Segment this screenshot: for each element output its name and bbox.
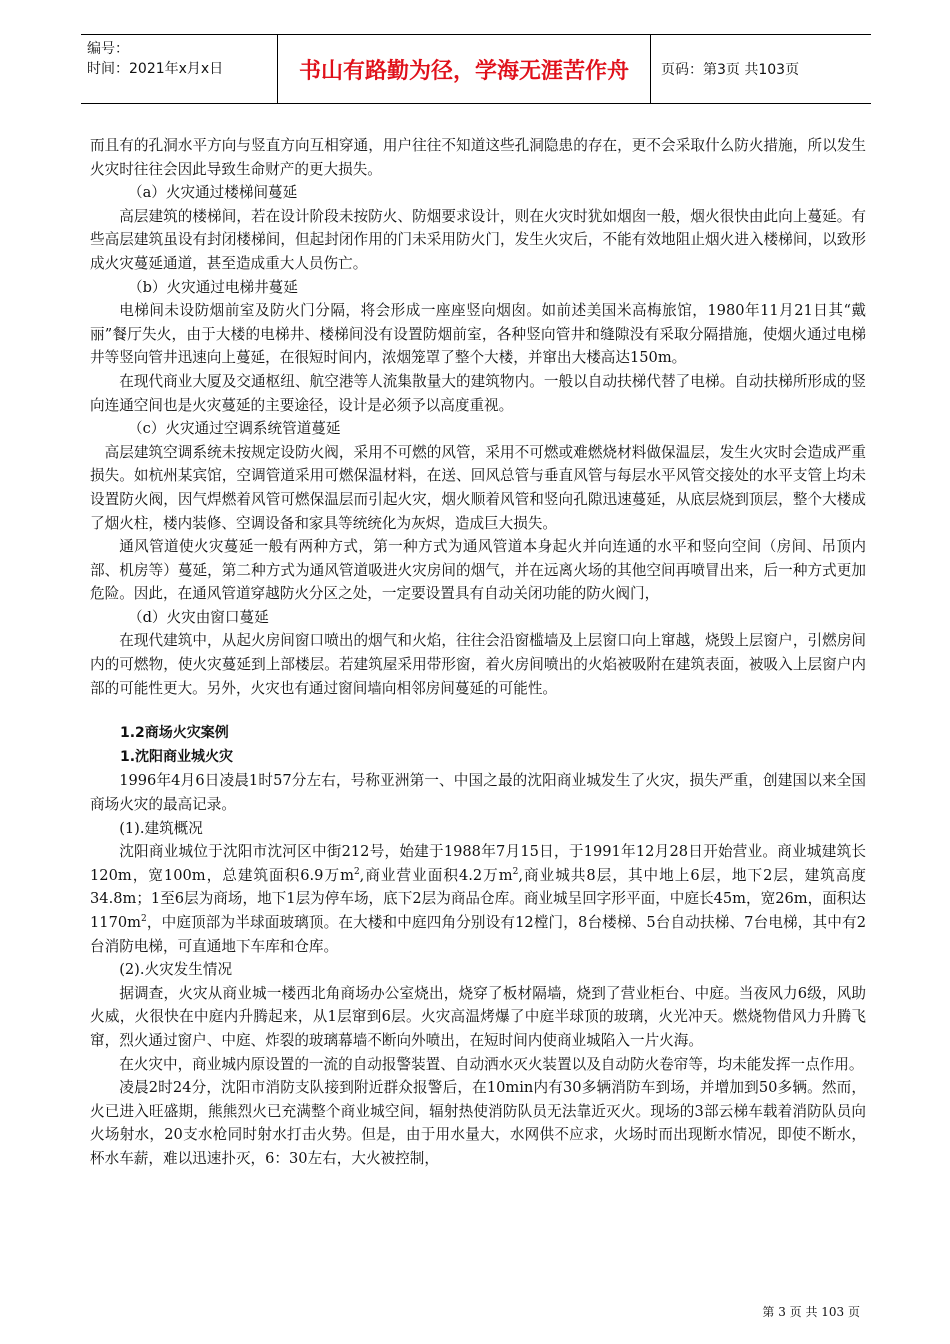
superscript: 2 — [512, 866, 519, 877]
section-heading: 1.2商场火灾案例 — [120, 725, 229, 742]
text-run: ,商业营业面积4.2万m — [359, 866, 513, 884]
paragraph: 据调查，火灾从商业城一楼西北角商场办公室烧出，烧穿了板材隔墙，烧到了营业柜台、中庭。当夜风力6级，风助火威，火很快在中庭内升腾起来，从1层窜到6层。火灾高温烤爆了中庭半球顶的玻璃，火光冲天。燃烧物借风力升腾飞窜，烈火通过窗户、中庭、炸裂的玻璃幕墙不断向外喷出，在短时间内使商业城陷入一片火海。 — [90, 984, 866, 1049]
paragraph: 高层建筑的楼梯间，若在设计阶段未按防火、防烟要求设计，则在火灾时犹如烟囱一般，烟火很快由此向上蔓延。有些高层建筑虽设有封闭楼梯间，但起封闭作用的门未采用防火门，发生火灾后，不能有效地阻止烟火进入楼梯间，以致形成火灾蔓延通道，甚至造成重大人员伤亡。 — [90, 207, 866, 272]
document-body — [90, 134, 866, 1171]
paragraph: 在现代建筑中，从起火房间窗口喷出的烟气和火焰，往往会沿窗槛墙及上层窗口向上窜越，烧毁上层窗户，引燃房间内的可燃物，使火灾蔓延到上部楼层。若建筑屋采用带形窗，着火房间喷出的火焰被吸附在建筑表面，被吸入上层窗户内部的可能性更大。另外，火灾也有通过窗间墙向相邻房间蔓延的可能性。 — [90, 632, 866, 697]
header-left-cell — [81, 35, 278, 103]
text-run: ,商业城共8层，其中地上6层，地下2层，建筑高度34.8m；1至6层为商场，地下1层为停车场，底下2层为商品仓库。商业城呈回字形平面，中庭长45m，宽26m，面积达1170m — [90, 866, 867, 931]
subheading: (1).建筑概况 — [119, 819, 203, 837]
paragraph: 在火灾中，商业城内原设置的一流的自动报警装置、自动洒水灭火装置以及自动防火卷帘等，均未能发挥一点作用。 — [119, 1055, 864, 1073]
subheading: （b）火灾通过电梯井蔓延 — [128, 278, 298, 296]
header-page-info: 页码：第3页 共103页 — [661, 62, 800, 78]
subheading: （a）火灾通过楼梯间蔓延 — [128, 184, 298, 202]
paragraph: 在现代商业大厦及交通枢纽、航空港等人流集散量大的建筑物内。一般以自动扶梯代替了电梯。自动扶梯所形成的竖向连通空间也是火灾蔓延的主要途径，设计是必须予以高度重视。 — [90, 372, 866, 414]
header-motto: 书山有路勤为径，学海无涯苦作舟 — [278, 35, 651, 103]
page-header — [81, 34, 871, 104]
page-footer: 第 3 页 共 103 页 — [762, 1305, 860, 1319]
subheading: (2).火灾发生情况 — [119, 961, 233, 979]
time-label: 时间：2021年x月x日 — [87, 61, 224, 77]
case-heading: 1.沈阳商业城火灾 — [120, 748, 234, 765]
subheading: （c）火灾通过空调系统管道蔓延 — [128, 420, 341, 438]
paragraph: 1996年4月6日凌晨1时57分左右，号称亚洲第一、中国之最的沈阳商业城发生了火灾，损失严重，创建国以来全国商场火灾的最高记录。 — [90, 772, 866, 814]
paragraph: 通风管道使火灾蔓延一般有两种方式，第一种方式为通风管道本身起火并向连通的水平和竖向空间（房间、吊顶内部、机房等）蔓延，第二种方式为通风管道吸进火灾房间的烟气，并在远离火场的其他空间再喷冒出来，后一种方式更加危险。因此，在通风管道穿越防火分区之处，一定要设置具有自动关闭功能的防火阀门， — [90, 538, 866, 603]
paragraph: 凌晨2时24分，沈阳市消防支队接到附近群众报警后，在10min内有30多辆消防车到场，并增加到50多辆。然而，火已进入旺盛期，熊熊烈火已充满整个商业城空间，辐射热使消防队员无法靠近灭火。现场的3部云梯车载着消防队员向火场射水，20支水枪同时射水打击火势。但是，由于用水量大，水网供不应求，火场时而出现断水情况，即使不断水，杯水车薪，难以迅速扑灭，6：30左右，大火被控制， — [90, 1079, 866, 1167]
paragraph: 电梯间未设防烟前室及防火门分隔，将会形成一座座竖向烟囱。如前述美国米高梅旅馆，1980年11月21日其“戴丽”餐厅失火，由于大楼的电梯井、楼梯间没有设置防烟前室，各种竖向管井和缝隙没有采取分隔措施，使烟火通过电梯井等竖向管井迅速向上蔓延，在很短时间内，浓烟笼罩了整个大楼，并窜出大楼高达150m。 — [90, 302, 866, 367]
paragraph: 而且有的孔洞水平方向与竖直方向互相穿通，用户往往不知道这些孔洞隐患的存在，更不会采取什么防火措施，所以发生火灾时往往会因此导致生命财产的更大损失。 — [90, 137, 866, 178]
text-run: 沈阳商业城位于沈阳市沈河区中街212号，始建于1988年7月15日，于1991年12月28日开始营业。商业城建筑长120m，宽100m，总建筑面积6.9万m — [90, 843, 866, 884]
subheading: （d）火灾由窗口蔓延 — [128, 608, 269, 626]
superscript: 2 — [140, 914, 147, 925]
paragraph-building-overview — [90, 840, 866, 958]
number-label: 编号： — [87, 41, 129, 57]
paragraph: 高层建筑空调系统未按规定设防火阀，采用不可燃的风管，采用不可燃或难燃烧材料做保温层，发生火灾时会造成严重损失。如杭州某宾馆，空调管道采用可燃保温材料，在送、回风总管与垂直风管与每层水平风管交接处的水平支管上均未设置防火阀，因气焊燃着风管可燃保温层而引起火灾，烟火顺着风管和竖向孔隙迅速蔓延，从底层烧到顶层，整个大楼成了烟火柱，楼内装修、空调设备和家具等统统化为灰烬，造成巨大损失。 — [90, 443, 866, 532]
superscript: 2 — [353, 866, 360, 877]
text-run: ，中庭顶部为半球面玻璃顶。在大楼和中庭四角分别设有12樘门，8台楼梯、5台自动扶梯、7台电梯，其中有2台消防电梯，可直通地下车库和仓库。 — [90, 914, 866, 955]
spacer — [90, 700, 866, 722]
